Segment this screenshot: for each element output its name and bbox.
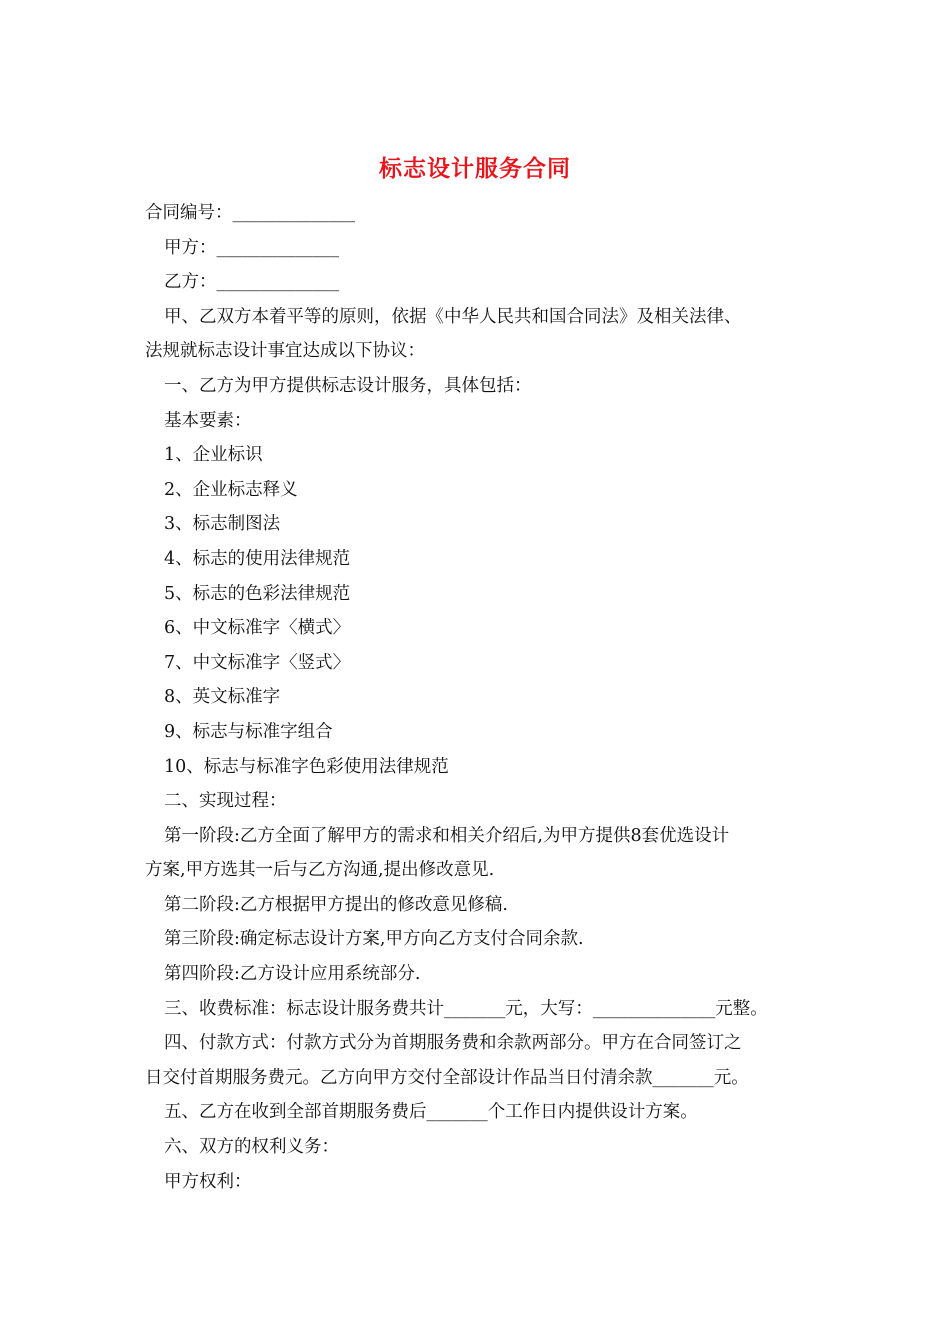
document-line: 甲方权利： xyxy=(164,1171,252,1192)
document-line: 9、标志与标准字组合 xyxy=(164,721,333,742)
document-line: 4、标志的使用法律规范 xyxy=(164,548,351,569)
document-line: 四、付款方式：付款方式分为首期服务费和余款两部分。甲方在合同签订之 xyxy=(164,1033,742,1054)
document-line: 第三阶段:确定标志设计方案,甲方向乙方支付合同余款. xyxy=(164,929,584,950)
document-line: 二、实现过程： xyxy=(164,791,287,812)
document-line: 2、企业标志释义 xyxy=(164,479,298,500)
document-line: 1、企业标识 xyxy=(164,445,263,466)
document-line: 五、乙方在收到全部首期服务费后_______个工作日内提供设计方案。 xyxy=(164,1102,698,1123)
document-line: 三、收费标准：标志设计服务费共计_______元，大写：______________元整。 xyxy=(164,998,768,1019)
document-line: 乙方：______________ xyxy=(164,272,339,293)
document-line: 第一阶段:乙方全面了解甲方的需求和相关介绍后,为甲方提供8套优选设计 xyxy=(164,825,730,846)
document-line: 第二阶段:乙方根据甲方提出的修改意见修稿. xyxy=(164,894,508,915)
document-line: 10、标志与标准字色彩使用法律规范 xyxy=(164,756,449,777)
document-line: 6、中文标准字〈横式〉 xyxy=(164,618,351,639)
document-line: 第四阶段:乙方设计应用系统部分. xyxy=(164,964,421,985)
document-line: 法规就标志设计事宜达成以下协议： xyxy=(145,341,425,362)
document-line: 甲、乙双方本着平等的原则，依据《中华人民共和国合同法》及相关法律、 xyxy=(164,306,742,327)
document-line: 甲方：______________ xyxy=(164,237,339,258)
document-body xyxy=(145,196,835,1199)
document-line: 7、中文标准字〈竖式〉 xyxy=(164,652,351,673)
document-line: 一、乙方为甲方提供标志设计服务，具体包括： xyxy=(164,375,532,396)
document-line: 方案,甲方选其一后与乙方沟通,提出修改意见. xyxy=(145,860,495,881)
document-line: 8、英文标准字 xyxy=(164,687,281,708)
document-line: 日交付首期服务费元。乙方向甲方交付全部设计作品当日付清余款_______元。 xyxy=(145,1067,749,1088)
document-line: 合同编号：______________ xyxy=(145,203,355,223)
document-line: 六、双方的权利义务： xyxy=(164,1137,339,1158)
document-title: 标志设计服务合同 xyxy=(379,155,571,182)
document-line: 3、标志制图法 xyxy=(164,514,281,535)
document-line: 基本要素： xyxy=(164,410,252,431)
document-line: 5、标志的色彩法律规范 xyxy=(164,583,351,604)
